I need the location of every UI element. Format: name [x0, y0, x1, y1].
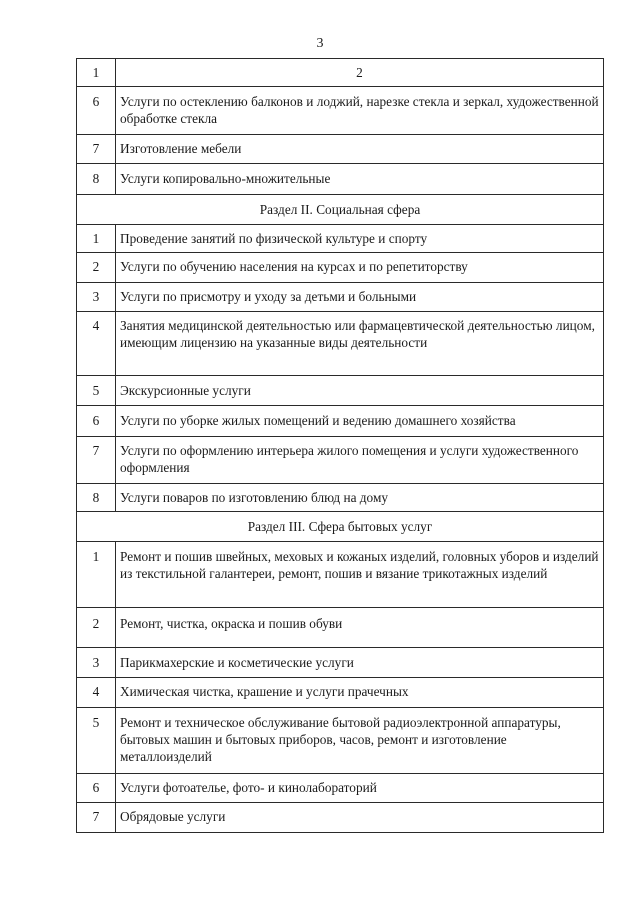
- row-number: 7: [77, 135, 116, 164]
- row-text: Проведение занятий по физической культуре и спорту: [116, 225, 604, 253]
- row-text: Ремонт и техническое обслуживание бытовой радиоэлектронной аппаратуры, бытовых машин и бытовых приборов, часов, ремонт и изготовление металлоизделий: [116, 708, 604, 774]
- row-text: Экскурсионные услуги: [116, 376, 604, 406]
- table-row: [77, 135, 604, 164]
- row-number: 2: [77, 253, 116, 283]
- row-text: Услуги поваров по изготовлению блюд на дому: [116, 484, 604, 512]
- table-row: [77, 283, 604, 312]
- row-number: 3: [77, 648, 116, 678]
- row-number: 8: [77, 484, 116, 512]
- section-3-title: Раздел III. Сфера бытовых услуг: [77, 512, 604, 542]
- section-heading-row: [77, 195, 604, 225]
- header-col-number: 1: [77, 59, 116, 87]
- row-text: Занятия медицинской деятельностью или фармацевтической деятельностью лицом, имеющим лицензию на указанные виды деятельности: [116, 312, 604, 376]
- row-text: Парикмахерские и косметические услуги: [116, 648, 604, 678]
- row-number: 1: [77, 225, 116, 253]
- row-text: Услуги по остеклению балконов и лоджий, нарезке стекла и зеркал, художественной обработке стекла: [116, 87, 604, 135]
- table-row: [77, 608, 604, 648]
- row-text: Химическая чистка, крашение и услуги прачечных: [116, 678, 604, 708]
- row-number: 6: [77, 774, 116, 803]
- section-2-title: Раздел II. Социальная сфера: [77, 195, 604, 225]
- section-heading-row: [77, 512, 604, 542]
- table-row: [77, 542, 604, 608]
- row-number: 5: [77, 376, 116, 406]
- row-text: Услуги копировально-множительные: [116, 164, 604, 195]
- table-row: [77, 376, 604, 406]
- header-col-text: 2: [116, 59, 604, 87]
- row-number: 7: [77, 803, 116, 833]
- row-number: 1: [77, 542, 116, 608]
- table-row: [77, 708, 604, 774]
- row-text: Услуги фотоателье, фото- и кинолабораторий: [116, 774, 604, 803]
- row-number: 6: [77, 406, 116, 437]
- table-row: [77, 774, 604, 803]
- table-row: [77, 312, 604, 376]
- row-text: Обрядовые услуги: [116, 803, 604, 833]
- row-number: 6: [77, 87, 116, 135]
- row-number: 4: [77, 312, 116, 376]
- table-row: [77, 225, 604, 253]
- row-text: Изготовление мебели: [116, 135, 604, 164]
- row-text: Услуги по обучению населения на курсах и по репетиторству: [116, 253, 604, 283]
- row-text: Услуги по уборке жилых помещений и ведению домашнего хозяйства: [116, 406, 604, 437]
- row-number: 7: [77, 437, 116, 484]
- table-row: [77, 164, 604, 195]
- row-text: Услуги по оформлению интерьера жилого помещения и услуги художественного оформления: [116, 437, 604, 484]
- table-row: [77, 253, 604, 283]
- row-number: 3: [77, 283, 116, 312]
- row-number: 2: [77, 608, 116, 648]
- table-row: [77, 648, 604, 678]
- page-number: 3: [316, 36, 324, 51]
- row-number: 5: [77, 708, 116, 774]
- table-row: [77, 803, 604, 833]
- table-row: [77, 437, 604, 484]
- table-row: [77, 406, 604, 437]
- row-text: Ремонт, чистка, окраска и пошив обуви: [116, 608, 604, 648]
- row-number: 8: [77, 164, 116, 195]
- table-header-row: [77, 59, 604, 87]
- row-number: 4: [77, 678, 116, 708]
- services-table: [76, 58, 604, 833]
- table-row: [77, 678, 604, 708]
- row-text: Услуги по присмотру и уходу за детьми и больными: [116, 283, 604, 312]
- table-row: [77, 87, 604, 135]
- table-row: [77, 484, 604, 512]
- row-text: Ремонт и пошив швейных, меховых и кожаных изделий, головных уборов и изделий из текстильной галантереи, ремонт, пошив и вязание трикотажных изделий: [116, 542, 604, 608]
